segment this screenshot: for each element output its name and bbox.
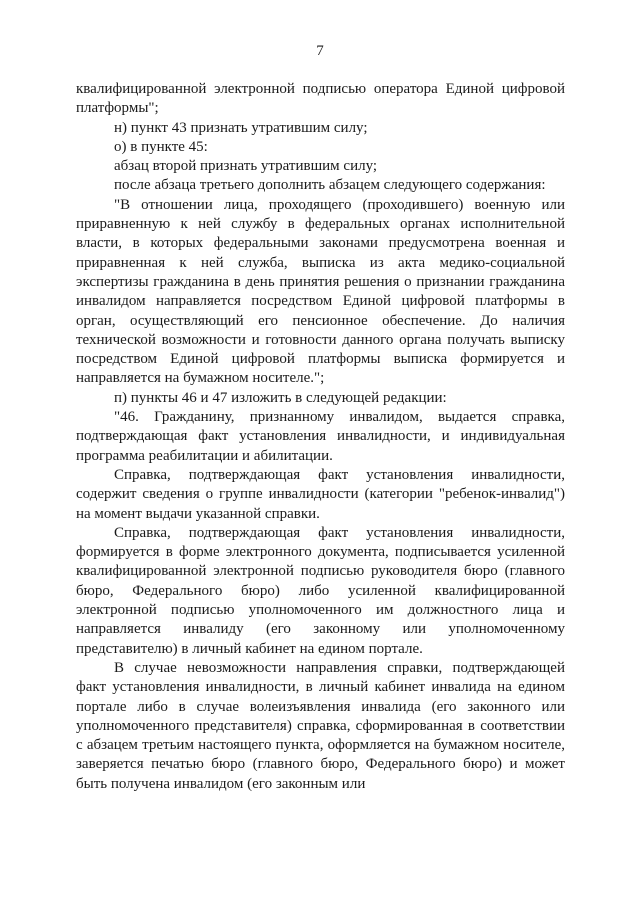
paragraph-11: В случае невозможности направления справки, подтверждающей факт установления инвалидности, в личный кабинет инвалида на едином портале либо в случае волеизъявления инвалида (его законного или уполномоченного представителя) справка, сформированная в соответствии с абзацем третьим настоящего пункта, оформляется на бумажном носителе, заверяется печатью бюро (главного бюро, Федерального бюро) и может быть получена инвалидом (его законным или: [76, 659, 565, 792]
document-body: [76, 80, 565, 794]
paragraph-3: о) в пункте 45:: [114, 138, 208, 155]
paragraph-1: квалифицированной электронной подписью оператора Единой цифровой платформы";: [76, 81, 565, 117]
paragraph-10: Справка, подтверждающая факт установления инвалидности, формируется в форме электронного документа, подписывается усиленной квалифицированной электронной подписью руководителя бюро (главного бюро, Федерального бюро) либо усиленной квалифицированной электронной подписью уполномоченного им должностного лица и направляется инвалиду (его законному или уполномоченному представителю) в личный кабинет на едином портале.: [76, 524, 565, 657]
paragraph-4: абзац второй признать утратившим силу;: [114, 158, 378, 175]
paragraph-9: Справка, подтверждающая факт установления инвалидности, содержит сведения о группе инвалидности (категории "ребенок-инвалид") на момент выдачи указанной справки.: [76, 466, 565, 522]
page-number: 7: [316, 43, 324, 59]
paragraph-7: п) пункты 46 и 47 изложить в следующей редакции:: [114, 389, 447, 406]
paragraph-2: н) пункт 43 признать утратившим силу;: [114, 119, 368, 136]
paragraph-6: "В отношении лица, проходящего (проходившего) военную или приравненную к ней службу в федеральных органах исполнительной власти, в которых федеральными законами предусмотрена военная и приравненная к ней служба, выписка из акта медико-социальной экспертизы гражданина в день принятия решения о признании гражданина инвалидом направляется посредством Единой цифровой платформы в орган, осуществляющий его пенсионное обеспечение. До наличия технической возможности и готовности данного органа получать выписку посредством Единой цифровой платформы выписка формируется и направляется на бумажном носителе.";: [76, 196, 565, 387]
paragraph-5: после абзаца третьего дополнить абзацем следующего содержания:: [114, 177, 546, 194]
paragraph-8: "46. Гражданину, признанному инвалидом, выдается справка, подтверждающая факт установления инвалидности, и индивидуальная программа реабилитации и абилитации.: [76, 409, 565, 464]
